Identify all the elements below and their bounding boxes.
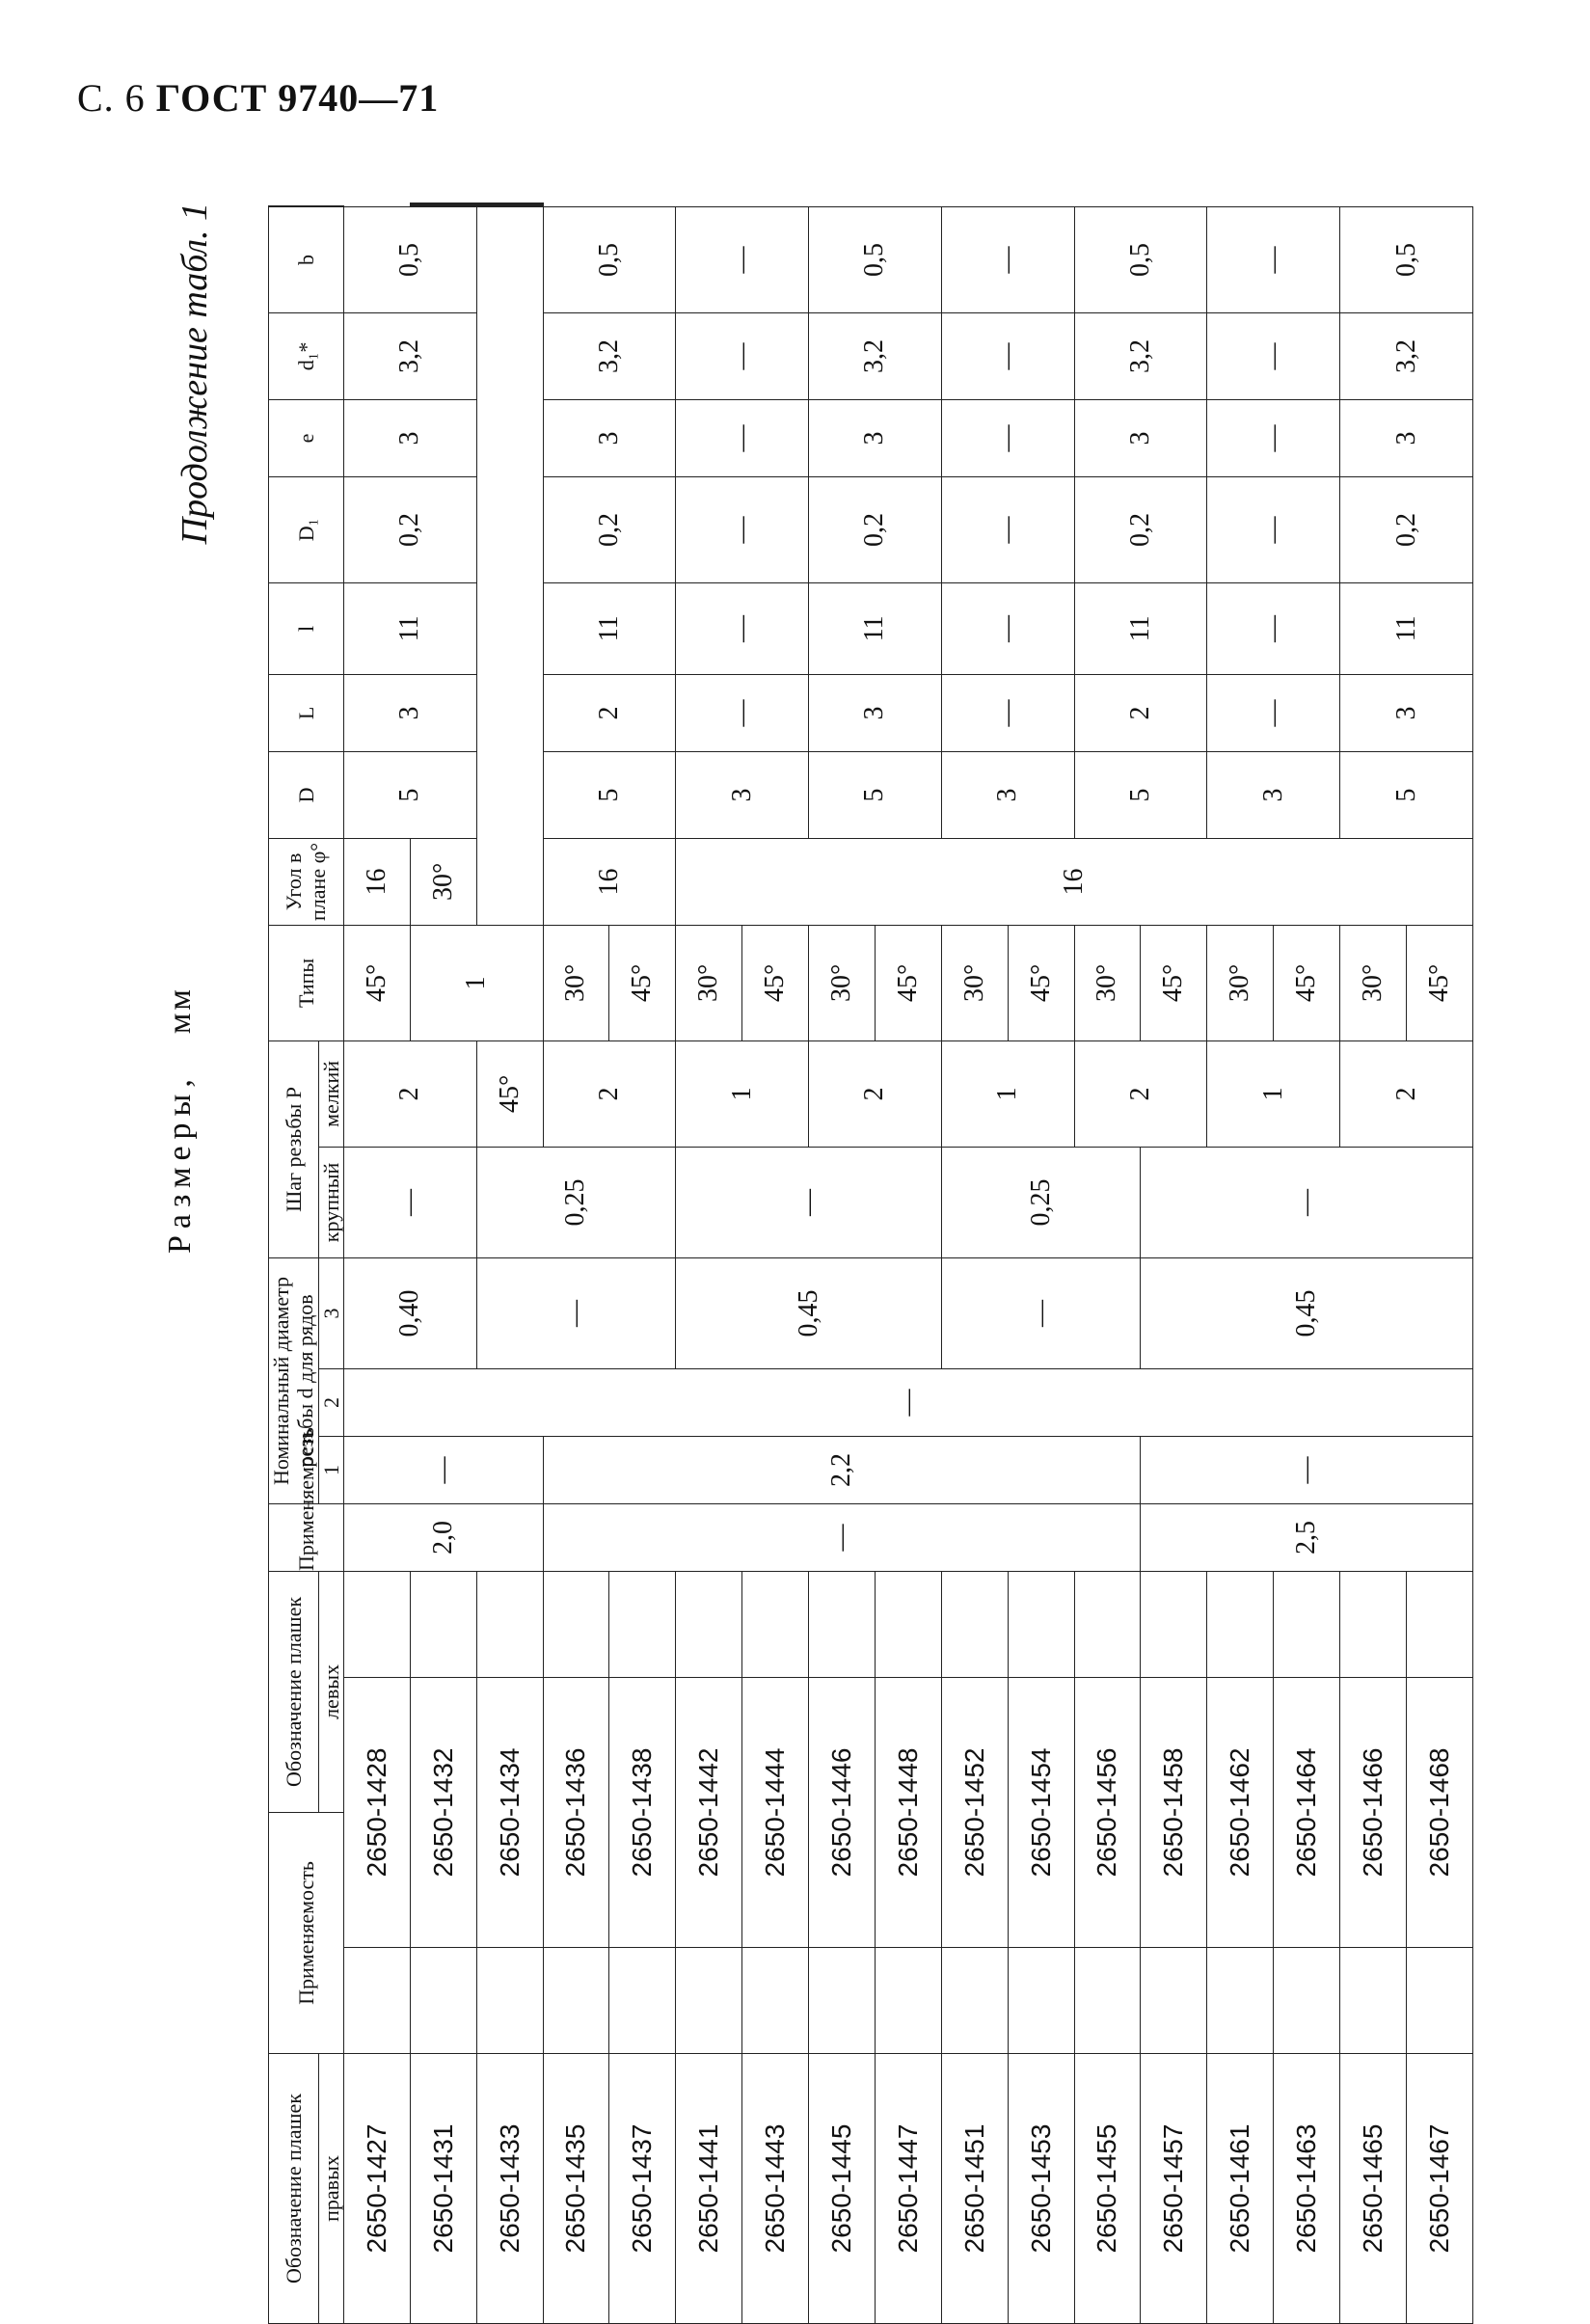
right-designation: 2650-1427 <box>343 2053 410 2323</box>
type-value: 2 <box>809 1040 942 1147</box>
right-application <box>1406 1947 1472 2053</box>
left-designation: 2650-1454 <box>1008 1677 1074 1947</box>
angle-value: 30° <box>410 838 476 925</box>
diameter-row1: 2,5 <box>1141 1503 1473 1571</box>
left-application <box>343 1571 410 1677</box>
angle-value: 45° <box>343 925 410 1040</box>
c-value: 0,5 <box>543 206 676 312</box>
L-value: 5 <box>1074 751 1207 838</box>
header-l: l <box>269 582 344 674</box>
D-value: 16 <box>343 838 410 925</box>
table-row <box>343 203 410 2324</box>
header-designation-right: Обозначение плашек <box>269 2053 319 2323</box>
angle-value: 30° <box>809 925 876 1040</box>
header-pitch: Шаг резьбы P <box>269 1040 319 1257</box>
header-designation-left: Обозначение плашек <box>269 1571 319 1812</box>
e-value: — <box>1207 476 1340 582</box>
right-designation: 2650-1441 <box>676 2053 742 2323</box>
angle-value: 30° <box>1340 925 1407 1040</box>
left-designation: 2650-1434 <box>476 1677 543 1947</box>
c-value: 0,5 <box>809 206 942 312</box>
D1-value: 11 <box>1074 582 1207 674</box>
angle-value: 45° <box>476 1040 543 1147</box>
left-designation: 2650-1446 <box>809 1677 876 1947</box>
angle-value: 45° <box>1008 925 1074 1040</box>
header-fine: мелкий <box>318 1040 343 1147</box>
left-application <box>742 1571 809 1677</box>
pitch-fine: 0,25 <box>941 1147 1141 1257</box>
left-application <box>1008 1571 1074 1677</box>
right-application <box>1207 1947 1274 2053</box>
b-value: 3,2 <box>1074 312 1207 399</box>
page-header <box>77 75 439 121</box>
pitch-coarse: — <box>476 1257 676 1368</box>
L-value: 3 <box>676 751 809 838</box>
pitch-coarse: 0,40 <box>343 1257 476 1368</box>
d1-value: 3 <box>543 399 676 476</box>
header-row1: 1 <box>318 1436 343 1503</box>
type-value: 2 <box>343 1040 476 1147</box>
l-value: 3 <box>343 674 476 751</box>
left-designation: 2650-1442 <box>676 1677 742 1947</box>
l-value: 2 <box>543 674 676 751</box>
D-value: 16 <box>676 838 1473 925</box>
d1-value: 3 <box>1074 399 1207 476</box>
D1-value: — <box>941 582 1074 674</box>
right-application <box>1008 1947 1074 2053</box>
angle-value: 30° <box>1207 925 1274 1040</box>
angle-value: 45° <box>609 925 676 1040</box>
left-application <box>476 1571 543 1677</box>
b-value: — <box>941 312 1074 399</box>
left-designation: 2650-1448 <box>875 1677 941 1947</box>
diameter-row2: 2,2 <box>543 1436 1141 1503</box>
b-value: — <box>1207 312 1340 399</box>
header-angle: Угол в плане φ° <box>269 838 344 925</box>
angle-value: 45° <box>1406 925 1472 1040</box>
D1-value: 11 <box>543 582 676 674</box>
type-value: 1 <box>941 1040 1074 1147</box>
c-value: 0,5 <box>343 206 476 312</box>
right-designation: 2650-1437 <box>609 2053 676 2323</box>
table-row <box>676 203 742 2324</box>
D1-value: — <box>1207 582 1340 674</box>
right-designation: 2650-1431 <box>410 2053 476 2323</box>
left-designation: 2650-1444 <box>742 1677 809 1947</box>
left-application <box>609 1571 676 1677</box>
header-d1: d₁* <box>269 312 344 399</box>
left-application <box>1274 1571 1340 1677</box>
l-value: 3 <box>809 674 942 751</box>
c-value: — <box>1207 206 1340 312</box>
b-value: 3,2 <box>1340 312 1473 399</box>
right-designation: 2650-1433 <box>476 2053 543 2323</box>
units-value: мм <box>162 986 198 1034</box>
right-designation: 2650-1445 <box>809 2053 876 2323</box>
angle-value: 30° <box>543 925 609 1040</box>
left-designation: 2650-1456 <box>1074 1677 1141 1947</box>
left-designation: 2650-1466 <box>1340 1677 1407 1947</box>
L-value: 3 <box>1207 751 1340 838</box>
left-application <box>809 1571 876 1677</box>
left-application <box>676 1571 742 1677</box>
pitch-coarse: 0,45 <box>676 1257 942 1368</box>
left-application <box>1207 1571 1274 1677</box>
header-D1: D₁ <box>269 476 344 582</box>
header-coarse: крупный <box>318 1147 343 1257</box>
c-value: — <box>676 206 809 312</box>
pitch-coarse: 0,45 <box>1141 1257 1473 1368</box>
d1-value: 3 <box>1340 399 1473 476</box>
e-value: — <box>941 476 1074 582</box>
standard-number: ГОСТ 9740—71 <box>156 76 440 120</box>
page-number: С. 6 <box>77 76 146 120</box>
left-designation: 2650-1436 <box>543 1677 609 1947</box>
angle-value: 45° <box>1141 925 1207 1040</box>
l-value: 2 <box>1074 674 1207 751</box>
left-application <box>543 1571 609 1677</box>
header-types: Типы <box>269 925 344 1040</box>
type-value: 2 <box>1340 1040 1473 1147</box>
header-L: L <box>269 674 344 751</box>
header-e: e <box>269 399 344 476</box>
d1-value: 3 <box>809 399 942 476</box>
units-caption <box>162 986 199 1254</box>
type-value: 2 <box>1074 1040 1207 1147</box>
angle-value: 30° <box>676 925 742 1040</box>
left-designation: 2650-1468 <box>1406 1677 1472 1947</box>
L-value: 5 <box>809 751 942 838</box>
L-value: 5 <box>543 751 676 838</box>
D1-value: 11 <box>809 582 942 674</box>
right-application <box>343 1947 410 2053</box>
right-designation: 2650-1457 <box>1141 2053 1207 2323</box>
angle-value: 30° <box>941 925 1008 1040</box>
angle-value: 45° <box>875 925 941 1040</box>
table-body <box>343 203 1472 2324</box>
header-left: левых <box>318 1571 343 1812</box>
right-designation: 2650-1435 <box>543 2053 609 2323</box>
right-application <box>676 1947 742 2053</box>
header-application-right: Применяемость <box>269 1812 344 2053</box>
right-application <box>742 1947 809 2053</box>
e-value: 0,2 <box>1074 476 1207 582</box>
left-designation: 2650-1428 <box>343 1677 410 1947</box>
right-application <box>1141 1947 1207 2053</box>
right-application <box>543 1947 609 2053</box>
L-value: 3 <box>941 751 1074 838</box>
D1-value: — <box>676 582 809 674</box>
angle-value: 45° <box>1274 925 1340 1040</box>
left-application <box>1141 1571 1207 1677</box>
right-application <box>476 1947 543 2053</box>
left-application <box>875 1571 941 1677</box>
rotated-table-area <box>174 203 1456 2324</box>
right-application <box>941 1947 1008 2053</box>
d1-value: 3 <box>343 399 476 476</box>
units-label: Размеры, <box>162 1072 198 1254</box>
diameter-row1: 2,0 <box>343 1503 543 1571</box>
right-designation: 2650-1467 <box>1406 2053 1472 2323</box>
right-application <box>809 1947 876 2053</box>
right-designation: 2650-1465 <box>1340 2053 1407 2323</box>
d1-value: — <box>676 399 809 476</box>
right-application <box>1274 1947 1340 2053</box>
e-value: — <box>676 476 809 582</box>
table-row <box>476 203 543 2324</box>
b-value: — <box>676 312 809 399</box>
left-application <box>1074 1571 1141 1677</box>
diameter-row1: — <box>543 1503 1141 1571</box>
L-value: 5 <box>1340 751 1473 838</box>
diameter-row2: — <box>343 1436 543 1503</box>
header-row-1 <box>269 203 319 2324</box>
type-value: 2 <box>543 1040 676 1147</box>
header-right: правых <box>318 2053 343 2323</box>
left-designation: 2650-1464 <box>1274 1677 1340 1947</box>
header-D: D <box>269 751 344 838</box>
d1-value: — <box>941 399 1074 476</box>
header-row2: 2 <box>318 1368 343 1436</box>
specification-table <box>268 203 1473 2324</box>
b-value: 3,2 <box>343 312 476 399</box>
angle-value: 45° <box>742 925 809 1040</box>
l-value: 3 <box>1340 674 1473 751</box>
right-application <box>410 1947 476 2053</box>
c-value: 0,5 <box>1074 206 1207 312</box>
pitch-fine: — <box>676 1147 942 1257</box>
header-b: b <box>269 206 344 312</box>
right-designation: 2650-1461 <box>1207 2053 1274 2323</box>
L-value: 5 <box>343 751 476 838</box>
l-value: — <box>1207 674 1340 751</box>
left-designation: 2650-1458 <box>1141 1677 1207 1947</box>
table-row <box>941 203 1008 2324</box>
right-designation: 2650-1451 <box>941 2053 1008 2323</box>
D1-value: 11 <box>343 582 476 674</box>
left-designation: 2650-1462 <box>1207 1677 1274 1947</box>
c-value: — <box>941 206 1074 312</box>
header-application-left: Применяемость <box>269 1503 344 1571</box>
D-value: 16 <box>543 838 676 925</box>
angle-value: 30° <box>1074 925 1141 1040</box>
left-designation: 2650-1438 <box>609 1677 676 1947</box>
left-application <box>1406 1571 1472 1677</box>
l-value: — <box>676 674 809 751</box>
continuation-label: Продолжение табл. 1 <box>174 203 216 544</box>
right-designation: 2650-1463 <box>1274 2053 1340 2323</box>
type-value: 1 <box>410 925 543 1040</box>
left-designation: 2650-1432 <box>410 1677 476 1947</box>
b-value: 3,2 <box>809 312 942 399</box>
l-value: — <box>941 674 1074 751</box>
header-row3: 3 <box>318 1257 343 1368</box>
c-value: 0,5 <box>1340 206 1473 312</box>
D1-value: 11 <box>1340 582 1473 674</box>
e-value: 0,2 <box>809 476 942 582</box>
diameter-row3: — <box>343 1368 1472 1436</box>
right-application <box>875 1947 941 2053</box>
pitch-coarse: — <box>941 1257 1141 1368</box>
right-designation: 2650-1455 <box>1074 2053 1141 2323</box>
pitch-fine: 0,25 <box>476 1147 676 1257</box>
e-value: 0,2 <box>1340 476 1473 582</box>
diameter-row2: — <box>1141 1436 1473 1503</box>
type-value: 1 <box>1207 1040 1340 1147</box>
left-designation: 2650-1452 <box>941 1677 1008 1947</box>
left-application <box>1340 1571 1407 1677</box>
right-application <box>1074 1947 1141 2053</box>
pitch-fine: — <box>343 1147 476 1257</box>
e-value: 0,2 <box>543 476 676 582</box>
right-designation: 2650-1447 <box>875 2053 941 2323</box>
header-nominal-diameter: Номинальный диаметр резьбы d для рядов <box>269 1257 319 1503</box>
right-application <box>609 1947 676 2053</box>
pitch-fine: — <box>1141 1147 1473 1257</box>
left-application <box>410 1571 476 1677</box>
e-value: 0,2 <box>343 476 476 582</box>
right-application <box>1340 1947 1407 2053</box>
type-value: 1 <box>676 1040 809 1147</box>
d1-value: — <box>1207 399 1340 476</box>
right-designation: 2650-1453 <box>1008 2053 1074 2323</box>
b-value: 3,2 <box>543 312 676 399</box>
right-designation: 2650-1443 <box>742 2053 809 2323</box>
left-application <box>941 1571 1008 1677</box>
